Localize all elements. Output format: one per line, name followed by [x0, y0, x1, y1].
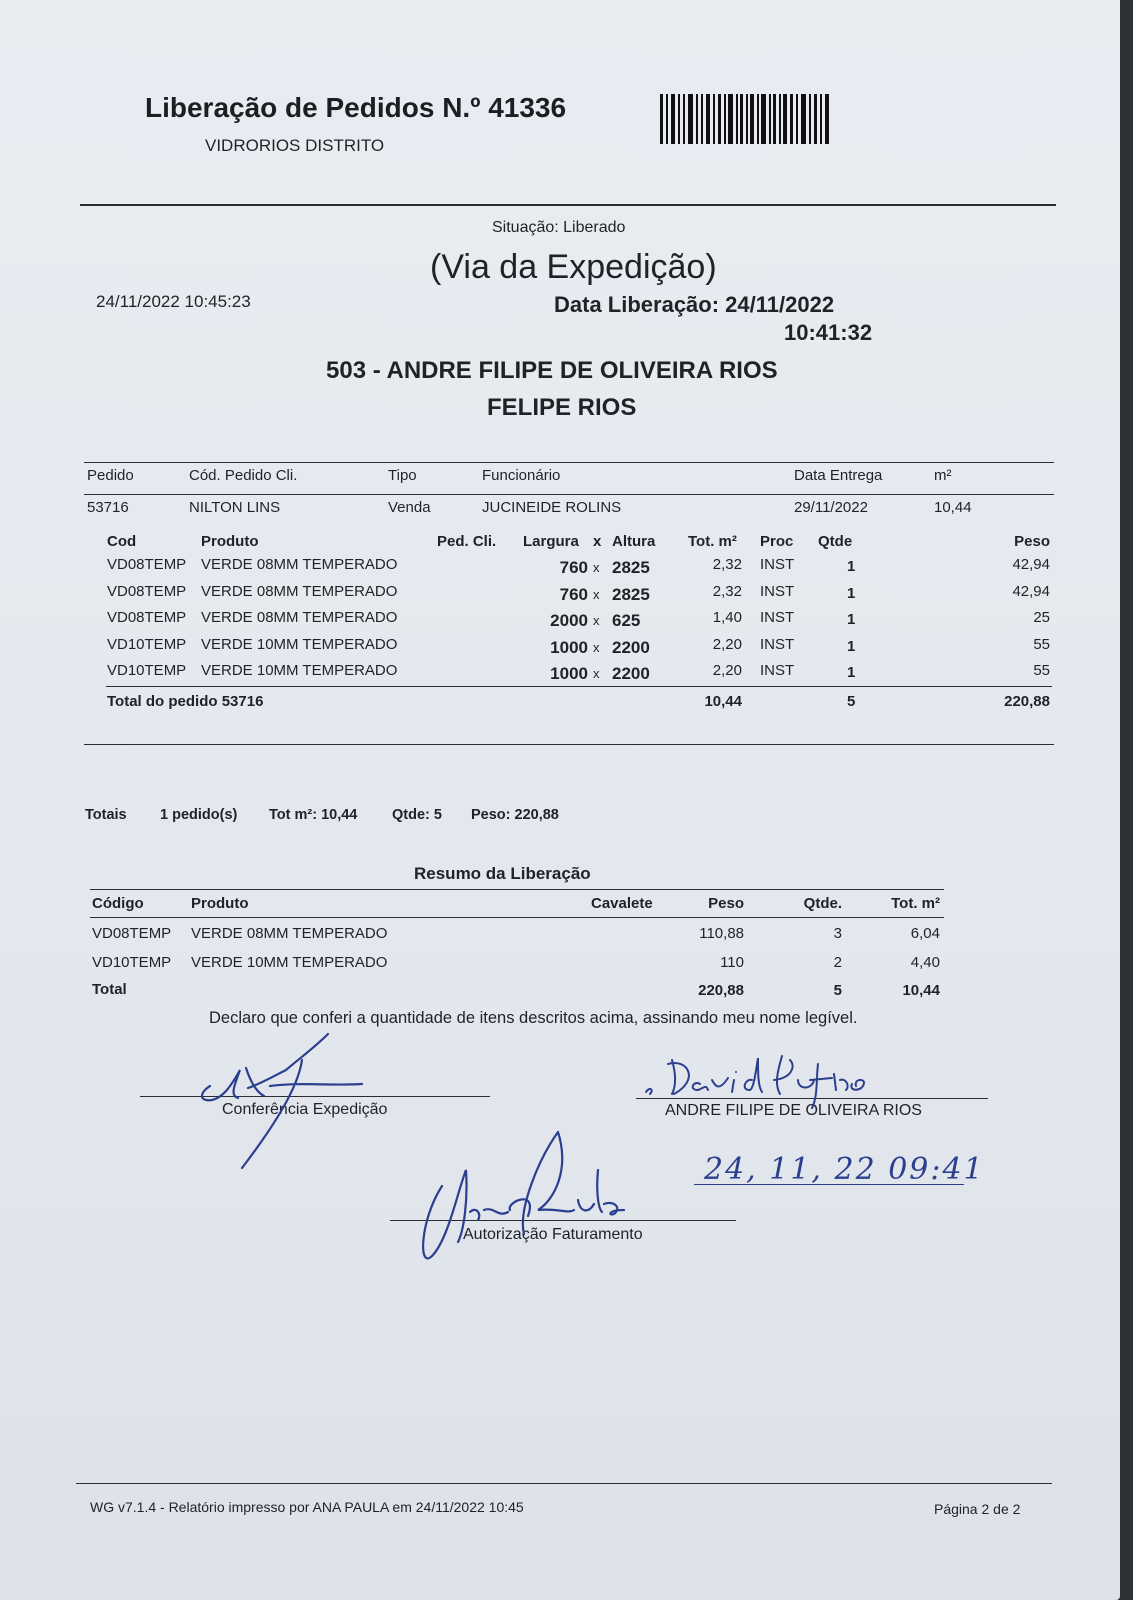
item-qtde: 1 [847, 637, 856, 655]
totals-m2: Tot m²: 10,44 [269, 807, 358, 823]
totals-pedidos: 1 pedido(s) [160, 807, 238, 823]
summary-total-tot-m2: 10,44 [902, 982, 940, 999]
sig-label-autorizacao: Autorização Faturamento [463, 1226, 643, 1243]
item-peso: 25 [1033, 609, 1050, 626]
order-pedido: 53716 [87, 499, 129, 516]
col-funcionario: Funcionário [482, 467, 561, 484]
items-total-line [106, 686, 1052, 687]
items-total-m2: 10,44 [704, 693, 742, 710]
copy-type: (Via da Expedição) [430, 248, 717, 286]
item-x: x [593, 586, 600, 602]
item-qtde: 1 [847, 611, 856, 628]
summary-total-label: Total [92, 981, 127, 998]
item-proc: INST [760, 582, 795, 600]
summary-col-tot-m2: Tot. m² [891, 895, 940, 912]
item-col-ped-cli: Ped. Cli. [437, 533, 497, 550]
item-altura: 625 [612, 611, 641, 630]
signature-cliente [642, 1050, 872, 1110]
summary-col-produto: Produto [191, 895, 249, 912]
summary-total-peso: 220,88 [698, 982, 744, 999]
item-tot-m2: 1,40 [712, 609, 742, 626]
signature-conferencia [190, 1030, 370, 1170]
item-x: x [593, 666, 600, 681]
printed-datetime: 24/11/2022 10:45:23 [96, 292, 251, 311]
item-produto: VERDE 08MM TEMPERADO [201, 582, 398, 600]
status-situacao: Situação: Liberado [492, 219, 626, 236]
item-x: x [593, 613, 600, 628]
footer-divider [76, 1483, 1052, 1484]
summary-col-peso: Peso [708, 895, 744, 912]
item-largura: 760 [559, 558, 588, 577]
barcode-icon [660, 94, 830, 144]
summary-total-qtde: 5 [833, 982, 842, 999]
item-x: x [593, 639, 600, 655]
item-proc: INST [760, 609, 795, 626]
col-pedido: Pedido [87, 467, 134, 484]
item-tot-m2: 2,32 [712, 556, 742, 573]
summary-produto: VERDE 08MM TEMPERADO [191, 925, 388, 942]
summary-codigo: VD08TEMP [92, 925, 172, 942]
items-total-label: Total do pedido 53716 [107, 693, 264, 710]
item-col-x: x [593, 533, 602, 550]
summary-title: Resumo da Liberação [414, 864, 591, 883]
summary-col-cavalete: Cavalete [591, 895, 653, 912]
summary-codigo: VD10TEMP [92, 954, 172, 971]
col-tipo: Tipo [388, 467, 417, 484]
item-produto: VERDE 10MM TEMPERADO [201, 662, 398, 679]
sig-label-conferencia: Conferência Expedição [222, 1101, 388, 1118]
order-tipo: Venda [388, 499, 431, 516]
item-altura: 2200 [612, 664, 650, 683]
document-title: Liberação de Pedidos N.º 41336 [145, 92, 567, 123]
item-largura: 2000 [550, 611, 588, 630]
item-largura: 1000 [550, 664, 588, 683]
sig-label-cliente: ANDRE FILIPE DE OLIVEIRA RIOS [665, 1102, 922, 1119]
company-name: VIDRORIOS DISTRITO [205, 136, 385, 155]
order-data-entrega: 29/11/2022 [794, 499, 868, 516]
item-col-peso: Peso [1014, 533, 1050, 550]
item-peso: 42,94 [1012, 556, 1050, 573]
item-cod: VD08TEMP [107, 609, 187, 626]
item-qtde: 1 [847, 584, 856, 602]
summary-top-line [90, 889, 944, 890]
item-x: x [593, 560, 600, 575]
item-col-proc: Proc [760, 533, 794, 550]
item-largura: 760 [559, 584, 588, 604]
page-number: Página 2 de 2 [934, 1501, 1021, 1517]
totals-qtde: Qtde: 5 [392, 807, 442, 823]
items-total-qtde: 5 [847, 693, 856, 710]
item-col-largura: Largura [523, 533, 579, 550]
item-qtde: 1 [847, 664, 856, 681]
totals-label: Totais [85, 807, 127, 823]
item-qtde: 1 [847, 558, 856, 575]
item-col-tot-m2: Tot. m² [688, 533, 737, 550]
order-table-top-line [84, 462, 1054, 463]
summary-qtde: 2 [833, 954, 842, 971]
summary-qtde: 3 [833, 925, 842, 942]
order-funcionario: JUCINEIDE ROLINS [482, 499, 622, 516]
totals-peso: Peso: 220,88 [471, 807, 559, 823]
item-cod: VD08TEMP [107, 556, 187, 573]
items-total-peso: 220,88 [1004, 693, 1050, 710]
col-data-entrega: Data Entrega [794, 467, 883, 484]
declaration-text: Declaro que conferi a quantidade de itens descritos acima, assinando meu nome legível. [209, 1009, 858, 1027]
item-peso: 55 [1033, 662, 1050, 679]
summary-col-codigo: Código [92, 895, 144, 912]
client-alias: FELIPE RIOS [487, 394, 637, 421]
item-peso: 55 [1033, 635, 1050, 653]
summary-col-qtde: Qtde. [803, 895, 842, 912]
item-peso: 42,94 [1012, 582, 1050, 600]
release-time: 10:41:32 [784, 320, 873, 345]
item-proc: INST [760, 662, 795, 679]
item-tot-m2: 2,20 [712, 662, 742, 679]
summary-produto: VERDE 10MM TEMPERADO [191, 954, 388, 971]
handwritten-date-underline [694, 1184, 964, 1185]
item-largura: 1000 [550, 637, 588, 657]
item-cod: VD08TEMP [107, 582, 187, 600]
handwritten-date: 24, 11, 22 09:41 [704, 1152, 985, 1187]
release-date: Data Liberação: 24/11/2022 [554, 292, 835, 317]
items-bottom-line [84, 744, 1054, 745]
item-tot-m2: 2,32 [712, 582, 742, 600]
item-cod: VD10TEMP [107, 635, 187, 653]
summary-peso: 110 [720, 954, 744, 971]
item-col-qtde: Qtde [818, 533, 853, 550]
item-produto: VERDE 08MM TEMPERADO [201, 609, 398, 626]
item-altura: 2200 [612, 637, 650, 657]
item-col-produto: Produto [201, 533, 259, 550]
summary-tot-m2: 4,40 [910, 954, 940, 971]
header-divider [80, 204, 1056, 206]
item-cod: VD10TEMP [107, 662, 187, 679]
signature-autorizacao [418, 1130, 628, 1270]
order-cod-pedido-cli: NILTON LINS [189, 499, 281, 516]
item-altura: 2825 [612, 558, 650, 577]
summary-header-line [90, 917, 944, 918]
col-cod-pedido-cli: Cód. Pedido Cli. [189, 467, 298, 484]
client-name: 503 - ANDRE FILIPE DE OLIVEIRA RIOS [326, 357, 778, 384]
col-m2: m² [934, 467, 952, 484]
item-altura: 2825 [612, 584, 650, 604]
item-produto: VERDE 10MM TEMPERADO [201, 635, 398, 653]
order-m2: 10,44 [934, 499, 972, 516]
item-proc: INST [760, 635, 795, 653]
item-col-cod: Cod [107, 533, 137, 550]
item-tot-m2: 2,20 [712, 635, 742, 653]
summary-peso: 110,88 [699, 925, 744, 942]
item-col-altura: Altura [612, 533, 656, 550]
item-produto: VERDE 08MM TEMPERADO [201, 556, 398, 573]
summary-tot-m2: 6,04 [910, 925, 940, 942]
order-table-header-line [84, 494, 1054, 495]
item-proc: INST [760, 556, 795, 573]
footer-printed-by: WG v7.1.4 - Relatório impresso por ANA PAULA em 24/11/2022 10:45 [90, 1499, 524, 1515]
